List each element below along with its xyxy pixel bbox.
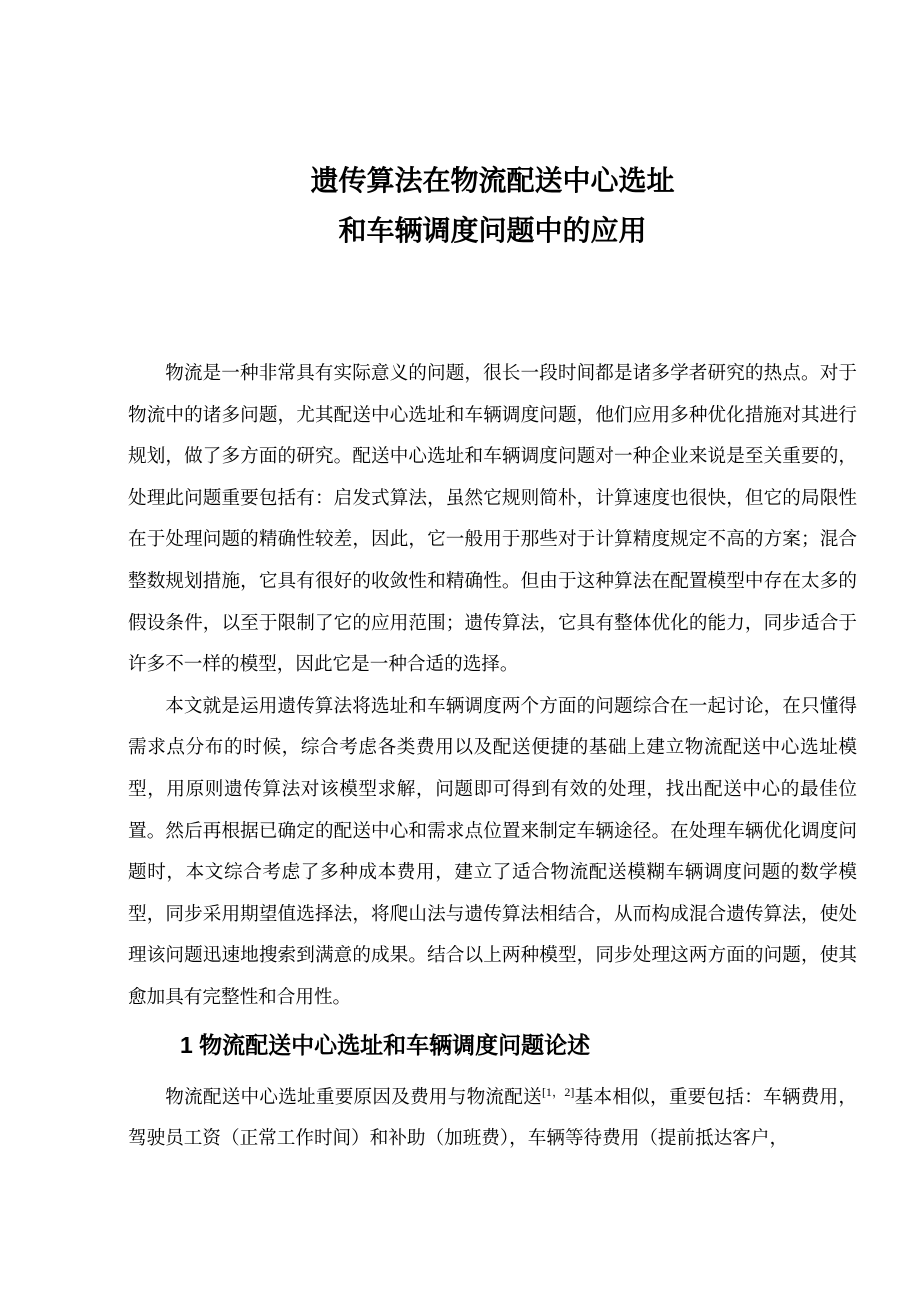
section-heading-1: 1 物流配送中心选址和车辆调度问题论述 <box>180 1031 591 1058</box>
document-title-line-2: 和车辆调度问题中的应用 <box>338 215 647 246</box>
paragraph-section-1-body <box>128 1077 857 1160</box>
document-title-line-1: 遗传算法在物流配送中心选址 <box>310 165 675 196</box>
document-title <box>128 156 857 256</box>
paragraph-text-before-citation: 物流配送中心选址重要原因及费用与物流配送 <box>165 1086 542 1108</box>
paragraph-approach: 本文就是运用遗传算法将选址和车辆调度两个方面的问题综合在一起讨论，在只懂得需求点分布的时候，综合考虑各类费用以及配送便捷的基础上建立物流配送中心选址模型，用原则遗传算法对该模型求解，问题即可得到有效的处理，找出配送中心的最佳位置。然后再根据已确定的配送中心和需求点位置来制定车辆途径。在处理车辆优化调度问题时，本文综合考虑了多种成本费用，建立了适合物流配送模糊车辆调度问题的数学模型，同步采用期望值选择法，将爬山法与遗传算法相结合，从而构成混合遗传算法，使处理该问题迅速地搜索到满意的成果。结合以上两种模型，同步处理这两方面的问题，使其愈加具有完整性和合用性。 <box>128 695 857 1008</box>
paragraph-text-after-citation: 基本相似，重要包括：车辆费用，驾驶员工资（正常工作时间）和补助（加班费），车辆等待费用（提前抵达客户， <box>128 1086 857 1150</box>
paragraph-intro: 物流是一种非常具有实际意义的问题，很长一段时间都是诸多学者研究的热点。对于物流中的诸多问题，尤其配送中心选址和车辆调度问题，他们应用多种优化措施对其进行规划，做了多方面的研究。配送中心选址和车辆调度问题对一种企业来说是至关重要的，处理此问题重要包括有：启发式算法，虽然它规则简朴，计算速度也很快，但它的局限性在于处理问题的精确性较差，因此，它一般用于那些对于计算精度规定不高的方案；混合整数规划措施，它具有很好的收敛性和精确性。但由于这种算法在配置模型中存在太多的假设条件，以至于限制了它的应用范围；遗传算法，它具有整体优化的能力，同步适合于许多不一样的模型，因此它是一种合适的选择。 <box>128 363 857 676</box>
citation-superscript: [1，2] <box>541 1084 575 1099</box>
document-content <box>128 0 857 1160</box>
